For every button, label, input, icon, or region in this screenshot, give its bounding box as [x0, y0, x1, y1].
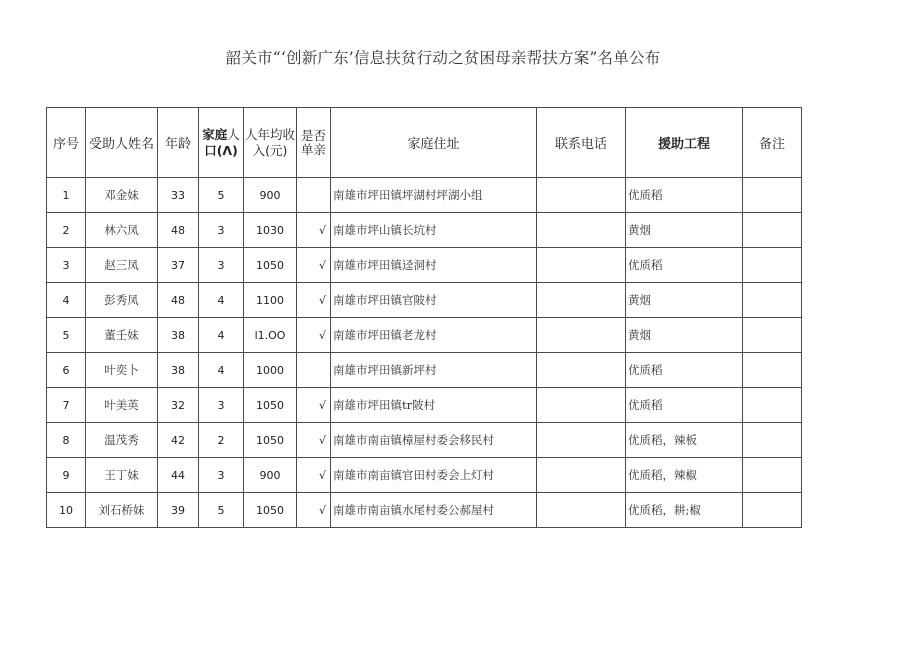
cell-project: 优质稻，辣板 — [626, 423, 743, 458]
cell-project: 优质稻 — [626, 178, 743, 213]
cell-note — [743, 353, 802, 388]
cell-family-size: 3 — [199, 213, 244, 248]
cell-income: 1100 — [244, 283, 297, 318]
cell-address: 南雄市坪田镇新坪村 — [331, 353, 537, 388]
cell-address: 南雄市坪田镇官陂村 — [331, 283, 537, 318]
cell-project: 优质稻 — [626, 353, 743, 388]
cell-single-parent: √ — [297, 248, 331, 283]
table-row — [47, 353, 802, 388]
cell-name: 叶美英 — [86, 388, 158, 423]
header-project: 援助工程 — [626, 108, 743, 178]
cell-project: 黄烟 — [626, 283, 743, 318]
cell-note — [743, 213, 802, 248]
header-phone: 联系电话 — [537, 108, 626, 178]
cell-age: 32 — [158, 388, 199, 423]
cell-seq: 10 — [47, 493, 86, 528]
cell-note — [743, 178, 802, 213]
cell-single-parent: √ — [297, 493, 331, 528]
cell-note — [743, 458, 802, 493]
page-title: 韶关市“‘创新广东’信息扶贫行动之贫困母亲帮扶方案”名单公布 — [225, 49, 661, 67]
cell-income: 1050 — [244, 493, 297, 528]
cell-note — [743, 318, 802, 353]
cell-income: 900 — [244, 178, 297, 213]
cell-family-size: 3 — [199, 458, 244, 493]
cell-name: 赵三凤 — [86, 248, 158, 283]
cell-income: 900 — [244, 458, 297, 493]
cell-single-parent: √ — [297, 458, 331, 493]
cell-phone — [537, 178, 626, 213]
cell-income: 1050 — [244, 388, 297, 423]
cell-income: 1000 — [244, 353, 297, 388]
cell-family-size: 5 — [199, 493, 244, 528]
cell-single-parent: √ — [297, 213, 331, 248]
table-row — [47, 213, 802, 248]
cell-name: 叶奕卜 — [86, 353, 158, 388]
cell-seq: 3 — [47, 248, 86, 283]
cell-project: 优质稻 — [626, 388, 743, 423]
cell-age: 33 — [158, 178, 199, 213]
table-row — [47, 318, 802, 353]
cell-note — [743, 423, 802, 458]
header-name: 受助人姓名 — [86, 108, 158, 178]
cell-seq: 7 — [47, 388, 86, 423]
cell-age: 48 — [158, 283, 199, 318]
cell-phone — [537, 388, 626, 423]
cell-note — [743, 493, 802, 528]
header-address: 家庭住址 — [331, 108, 537, 178]
cell-note — [743, 388, 802, 423]
table-row — [47, 493, 802, 528]
cell-address: 南雄市坪田镇老龙村 — [331, 318, 537, 353]
header-note: 备注 — [743, 108, 802, 178]
cell-seq: 5 — [47, 318, 86, 353]
cell-single-parent: √ — [297, 283, 331, 318]
header-age: 年龄 — [158, 108, 199, 178]
cell-family-size: 4 — [199, 353, 244, 388]
table-row — [47, 388, 802, 423]
cell-phone — [537, 458, 626, 493]
header-family-size — [199, 108, 244, 178]
cell-name: 温茂秀 — [86, 423, 158, 458]
cell-name: 彭秀凤 — [86, 283, 158, 318]
cell-project: 优质稻，辣椒 — [626, 458, 743, 493]
cell-address: 南雄市坪田镇tr陂村 — [331, 388, 537, 423]
cell-project: 优质稻，耕;椒 — [626, 493, 743, 528]
cell-single-parent: √ — [297, 388, 331, 423]
cell-family-size: 3 — [199, 388, 244, 423]
cell-address: 南雄市南亩镇官田村委会上灯村 — [331, 458, 537, 493]
cell-note — [743, 283, 802, 318]
header-family-c: 口(Λ) — [204, 142, 238, 158]
cell-project: 优质稻 — [626, 248, 743, 283]
cell-address: 南雄市坪山镇长坑村 — [331, 213, 537, 248]
cell-age: 48 — [158, 213, 199, 248]
cell-address: 南雄市南亩镇樟屋村委会移民村 — [331, 423, 537, 458]
cell-income: 1030 — [244, 213, 297, 248]
cell-phone — [537, 283, 626, 318]
table-row — [47, 178, 802, 213]
cell-income: 1050 — [244, 423, 297, 458]
table-row — [47, 423, 802, 458]
header-family-a: 家庭 — [202, 126, 228, 142]
cell-seq: 8 — [47, 423, 86, 458]
cell-single-parent — [297, 353, 331, 388]
cell-phone — [537, 423, 626, 458]
cell-address: 南雄市南亩镇水尾村委公郝屋村 — [331, 493, 537, 528]
cell-seq: 9 — [47, 458, 86, 493]
recipient-table — [46, 107, 802, 528]
cell-phone — [537, 248, 626, 283]
header-single-parent: 是否单亲 — [297, 108, 331, 178]
cell-phone — [537, 493, 626, 528]
cell-family-size: 4 — [199, 318, 244, 353]
cell-age: 39 — [158, 493, 199, 528]
cell-income: 1050 — [244, 248, 297, 283]
header-seq: 序号 — [47, 108, 86, 178]
cell-age: 38 — [158, 318, 199, 353]
cell-address: 南雄市坪田镇迳洞村 — [331, 248, 537, 283]
cell-name: 董壬妹 — [86, 318, 158, 353]
table-row — [47, 458, 802, 493]
cell-name: 林六凤 — [86, 213, 158, 248]
cell-seq: 6 — [47, 353, 86, 388]
cell-phone — [537, 353, 626, 388]
cell-name: 王丁妹 — [86, 458, 158, 493]
cell-phone — [537, 318, 626, 353]
header-row — [47, 108, 802, 178]
header-family-b: 人 — [227, 126, 240, 142]
table-row — [47, 248, 802, 283]
cell-note — [743, 248, 802, 283]
cell-phone — [537, 213, 626, 248]
cell-single-parent: √ — [297, 423, 331, 458]
cell-name: 刘石桥妹 — [86, 493, 158, 528]
cell-single-parent — [297, 178, 331, 213]
table-row — [47, 283, 802, 318]
cell-single-parent: √ — [297, 318, 331, 353]
cell-age: 38 — [158, 353, 199, 388]
cell-name: 邓金妹 — [86, 178, 158, 213]
cell-seq: 2 — [47, 213, 86, 248]
header-income: 人年均收入(元) — [244, 108, 297, 178]
cell-address: 南雄市坪田镇坪湖村坪湖小组 — [331, 178, 537, 213]
cell-project: 黄烟 — [626, 213, 743, 248]
cell-family-size: 2 — [199, 423, 244, 458]
cell-age: 37 — [158, 248, 199, 283]
cell-project: 黄烟 — [626, 318, 743, 353]
cell-age: 42 — [158, 423, 199, 458]
cell-family-size: 4 — [199, 283, 244, 318]
cell-seq: 1 — [47, 178, 86, 213]
cell-family-size: 5 — [199, 178, 244, 213]
cell-family-size: 3 — [199, 248, 244, 283]
cell-income: l1.OO — [244, 318, 297, 353]
cell-age: 44 — [158, 458, 199, 493]
cell-seq: 4 — [47, 283, 86, 318]
